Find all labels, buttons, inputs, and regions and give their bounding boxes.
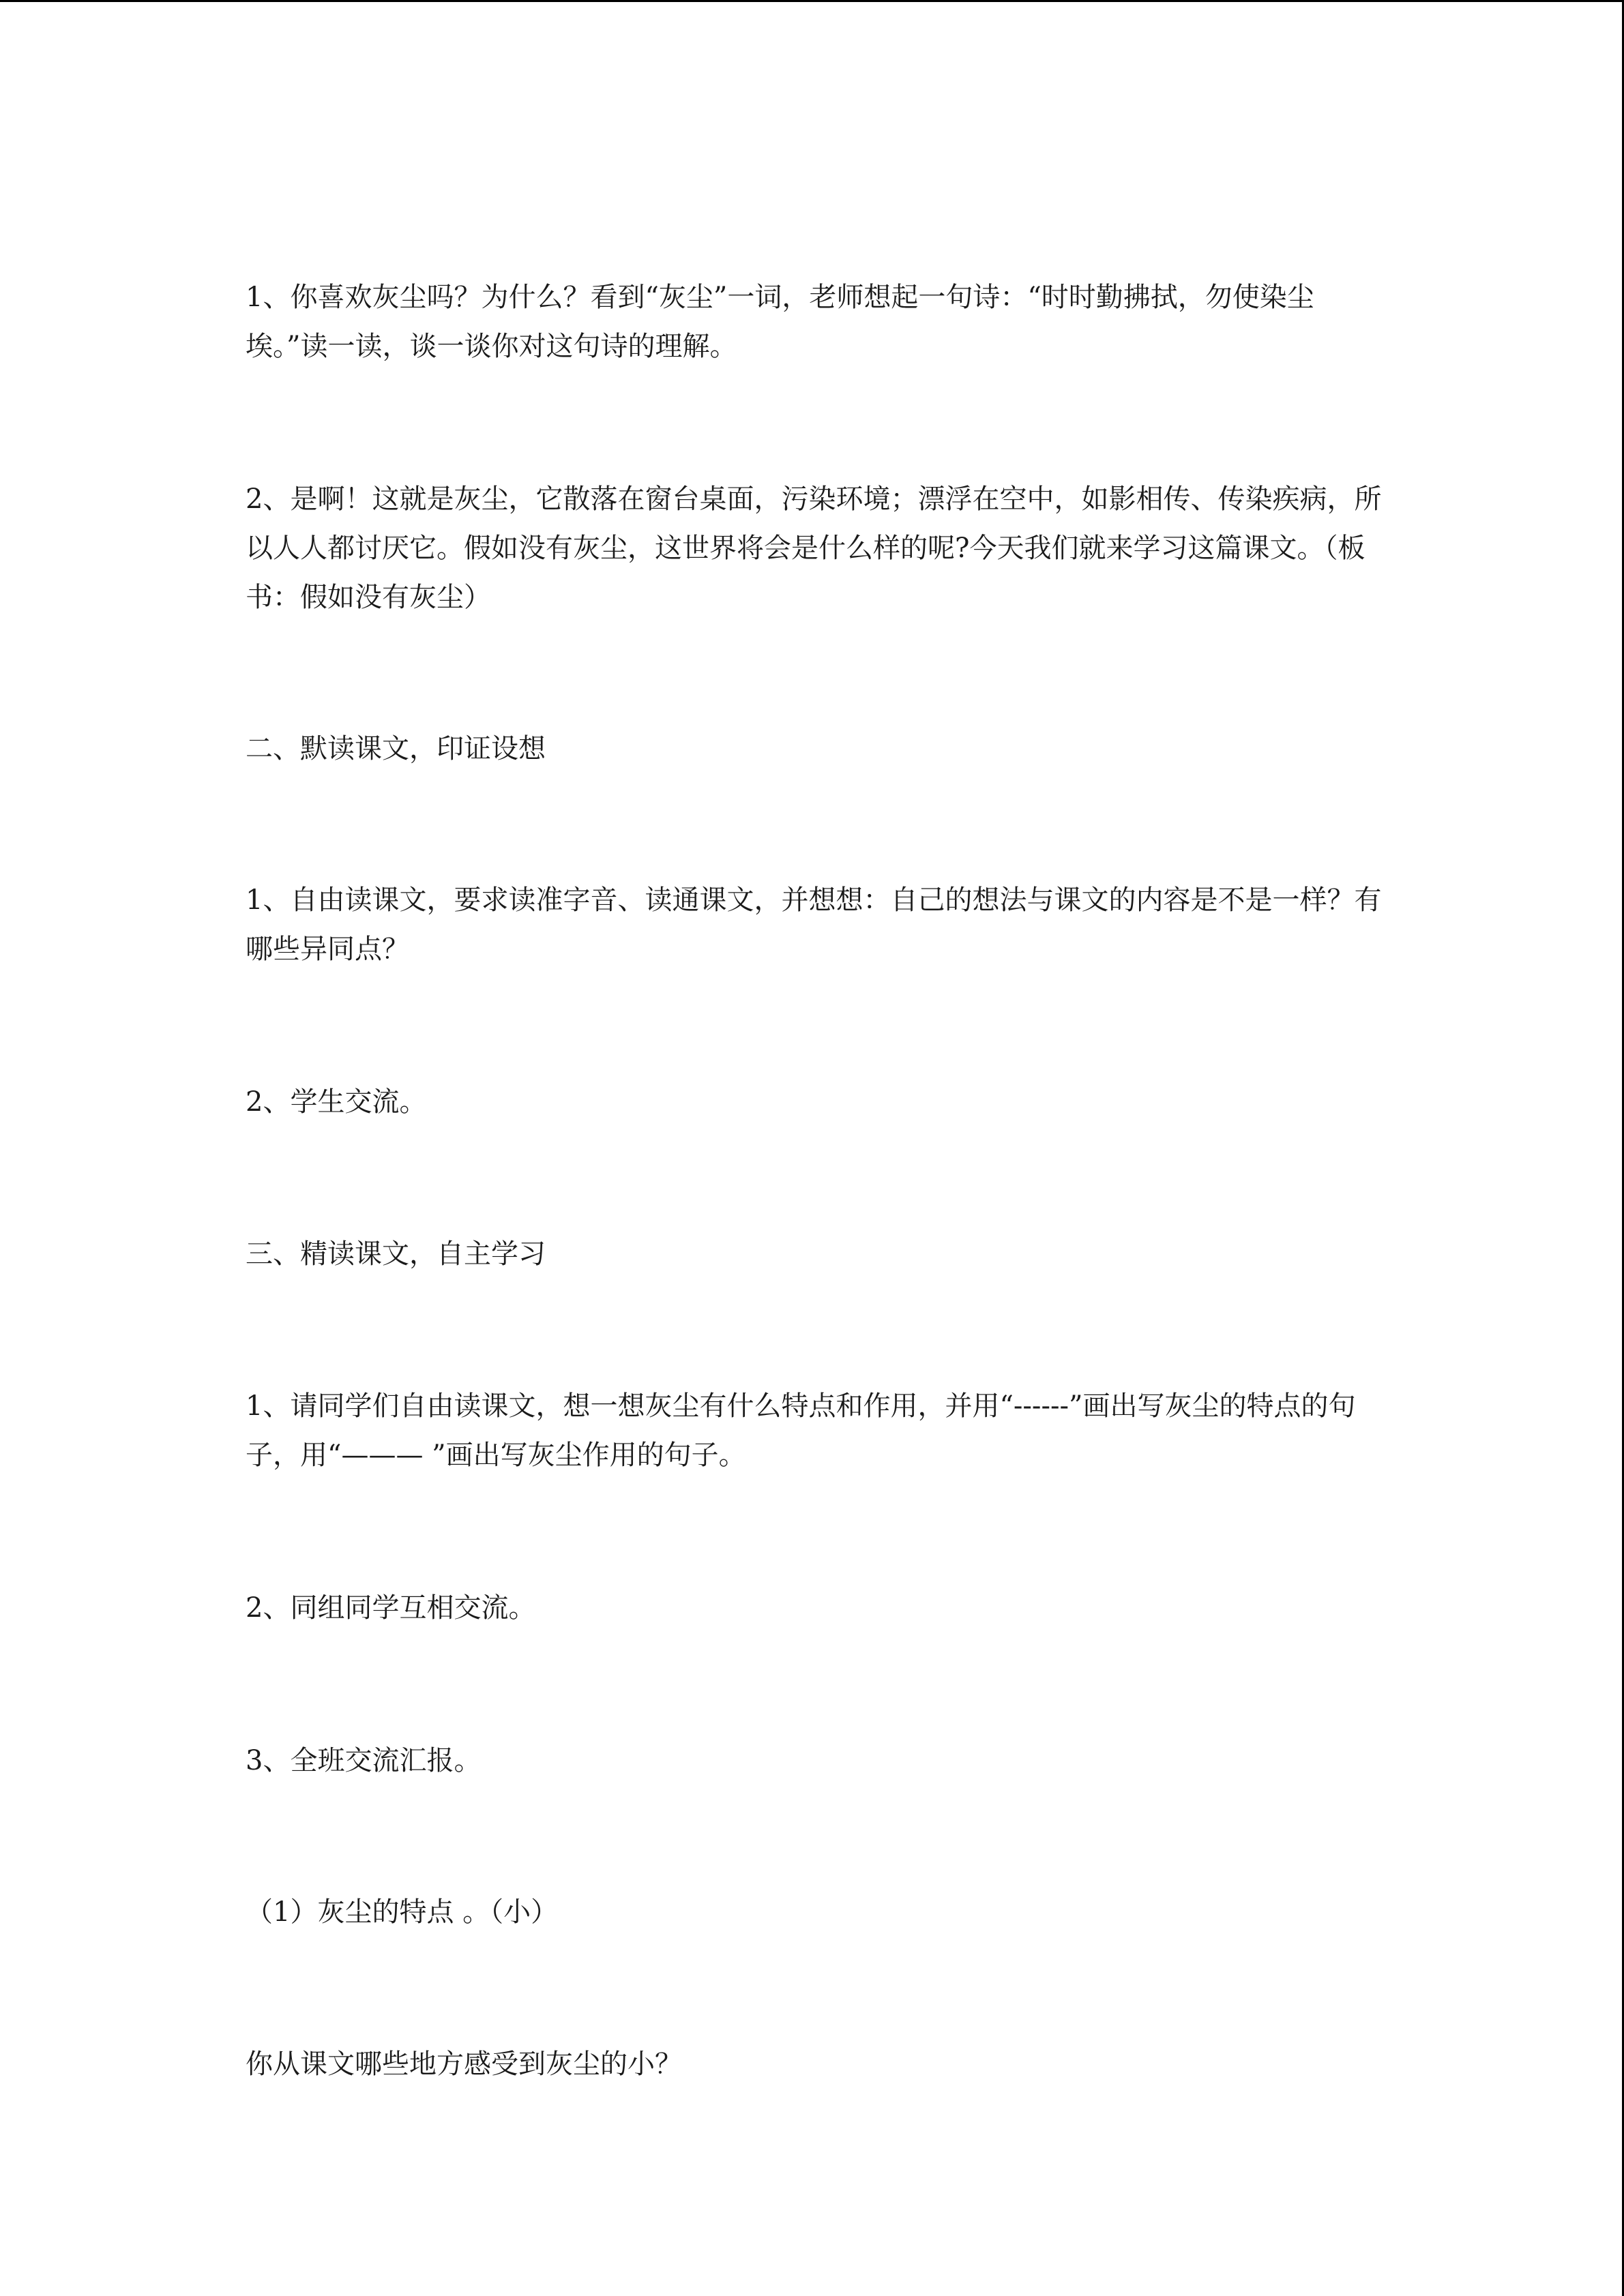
section-heading-3: 三、精读课文，自主学习: [246, 1238, 546, 1270]
paragraph-feature-1: （1）灰尘的特点 。（小）: [246, 1896, 559, 1928]
paragraph-exchange-2: 2、学生交流。: [246, 1086, 427, 1118]
top-border: [0, 0, 1624, 2]
paragraph-study-1: 1、请同学们自由读课文，想一想灰尘有什么特点和作用，并用“------”画出写灰尘的特点的句子，用“——— ”画出写灰尘作用的句子。: [246, 1390, 1356, 1471]
paragraph-question-small: 你从课文哪些地方感受到灰尘的小？: [246, 2048, 682, 2080]
paragraph-question-1: 1、你喜欢灰尘吗？为什么？看到“灰尘”一词，老师想起一句诗：“时时勤拂拭，勿使染尘埃。”读一读，谈一谈你对这句诗的理解。: [246, 282, 1314, 362]
paragraph-intro-2: 2、是啊！这就是灰尘，它散落在窗台桌面，污染环境；漂浮在空中，如影相传、传染疾病，所以人人都讨厌它。假如没有灰尘，这世界将会是什么样的呢?今天我们就来学习这篇课文。（板书：假如没有灰尘）: [246, 483, 1382, 613]
paragraph-read-1: 1、自由读课文，要求读准字音、读通课文，并想想：自己的想法与课文的内容是不是一样？有哪些异同点？: [246, 884, 1382, 965]
paragraph-class-3: 3、全班交流汇报。: [246, 1745, 482, 1776]
section-heading-2: 二、默读课文，印证设想: [246, 733, 546, 764]
paragraph-group-2: 2、同组同学互相交流。: [246, 1592, 536, 1624]
